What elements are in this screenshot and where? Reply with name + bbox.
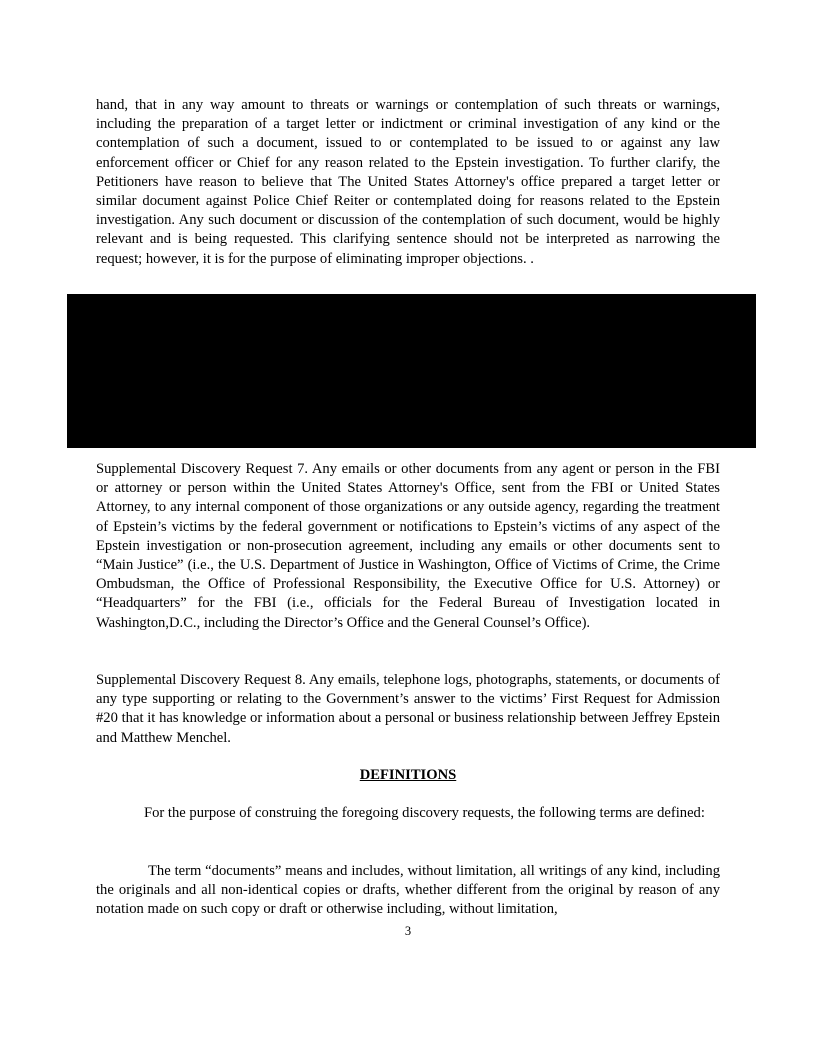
definitions-heading: DEFINITIONS [359,767,457,783]
paragraph-supplemental-request-8: Supplemental Discovery Request 8. Any emails, telephone logs, photographs, statements, or documents of any type supporting or relating to the Government’s answer to the victims’ First Request for Admission #20 that it has knowledge or information about a personal or business relationship between Jeffrey Epstein and Matthew Menchel. [96,672,720,746]
paragraph-documents-definition: The term “documents” means and includes, without limitation, all writings of any kind, including the originals and all non-identical copies or drafts, whether different from the original by reason of any notation made on such copy or draft or otherwise including, without limitation, [96,863,720,918]
paragraph-definitions-intro: For the purpose of construing the foregoing discovery requests, the following terms are defined: [144,805,705,821]
paragraph-supplemental-request-7: Supplemental Discovery Request 7. Any emails or other documents from any agent or person in the FBI or attorney or person within the United States Attorney's Office, sent from the FBI or United States Attorney, to any internal component of those organizations or any outside agency, regarding the treatment of Epstein’s victims by the federal government or notifications to Epstein’s victims of any aspect of the Epstein investigation or non-prosecution agreement, including any emails or other documents sent to “Main Justice” (i.e., the U.S. Department of Justice in Washington, Office of Victims of Crime, the Crime Ombudsman, the Office of Professional Responsibility, the Executive Office for U.S. Attorney) or “Headquarters” for the FBI (i.e., officials for the Federal Bureau of Investigation located in Washington,D.C., including the Director’s Office and the General Counsel’s Office). [96,461,720,631]
paragraph-threats-warnings: hand, that in any way amount to threats or warnings or contemplation of such threats or warnings, including the preparation of a target letter or indictment or criminal investigation of any kind or the contemplation of such a document, issued to or contemplated to be issued to or against any law enforcement officer or Chief for any reason related to the Epstein investigation. To further clarify, the Petitioners have reason to believe that The United States Attorney's office prepared a target letter or similar document against Police Chief Reiter or contemplated doing for reasons related to the Epstein investigation. Any such document or discussion of the contemplation of such document, would be highly relevant and is being requested. This clarifying sentence should not be interpreted as narrowing the request; however, it is for the purpose of eliminating improper objections. . [96,97,720,267]
page-number: 3 [404,924,412,938]
redaction-block [67,294,756,448]
